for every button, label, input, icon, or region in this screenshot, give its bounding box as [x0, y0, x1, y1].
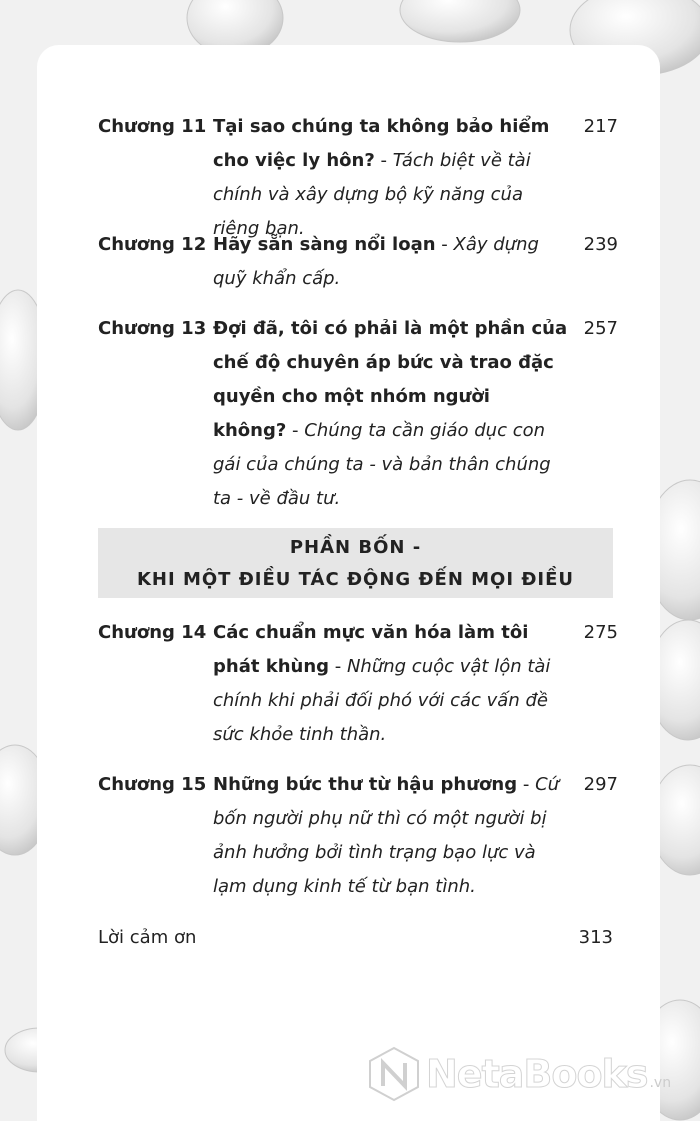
part-heading	[98, 528, 613, 598]
chapter-title: Đợi đã, tôi có phải là một phần của chế độ chuyên áp bức và trao đặc quyền cho một nhóm người không?	[213, 318, 568, 441]
chapter-label: Chương 14	[98, 622, 207, 643]
chapter-subtitle: Những cuộc vật lộn tài chính khi phải đối phó với các vấn đề sức khỏe tinh thần.	[213, 656, 551, 745]
watermark-brand: NetaBooks	[426, 1052, 648, 1096]
chapter-title: Tại sao chúng ta không bảo hiểm cho việc ly hôn?	[213, 116, 550, 171]
chapter-subtitle: Chúng ta cần giáo dục con gái của chúng ta - và bản thân chúng ta - về đầu tư.	[213, 420, 551, 509]
netabooks-logo-icon	[368, 1046, 420, 1102]
chapter-title: Những bức thư từ hậu phương	[213, 774, 518, 795]
entry-text: Tại sao chúng ta không bảo hiểm cho việc ly hôn? - Tách biệt về tài chính và xây dựng bộ kỹ năng của riêng bạn.	[213, 116, 550, 239]
entry-text: Các chuẩn mực văn hóa làm tôi phát khùng - Những cuộc vật lộn tài chính khi phải đối phó với các vấn đề sức khỏe tinh thần.	[213, 622, 551, 745]
chapter-label: Chương 12	[98, 234, 207, 255]
toc-entry-acknowledgements[interactable]	[98, 921, 613, 955]
part-heading-line1: PHẦN BỐN -	[289, 537, 422, 558]
chapter-subtitle: Cứ bốn người phụ nữ thì có một người bị ảnh hưởng bởi tình trạng bạo lực và lạm dụng kinh tế từ bạn tình.	[213, 774, 560, 897]
chapter-label: Chương 11	[98, 116, 207, 137]
entry-text: Những bức thư từ hậu phương - Cứ bốn người phụ nữ thì có một người bị ảnh hưởng bởi tình trạng bạo lực và lạm dụng kinh tế từ bạn tình.	[213, 774, 560, 897]
page-number: 275	[583, 622, 618, 643]
page-number: 257	[583, 318, 618, 339]
page-number: 217	[583, 116, 618, 137]
acknowledgements-label: Lời cảm ơn	[98, 927, 197, 948]
chapter-subtitle: Tách biệt về tài chính và xây dựng bộ kỹ năng của riêng bạn.	[213, 150, 531, 239]
entry-text: Hãy sẵn sàng nổi loạn - Xây dựng quỹ khẩn cấp.	[213, 234, 539, 289]
part-heading-line2: KHI MỘT ĐIỀU TÁC ĐỘNG ĐẾN MỌI ĐIỀU	[136, 569, 575, 590]
page-number: 313	[578, 927, 613, 948]
chapter-title: Hãy sẵn sàng nổi loạn	[213, 234, 436, 255]
chapter-title: Các chuẩn mực văn hóa làm tôi phát khùng	[213, 622, 529, 677]
page-number: 297	[583, 774, 618, 795]
watermark	[368, 1046, 671, 1102]
chapter-label: Chương 15	[98, 774, 207, 795]
entry-text: Đợi đã, tôi có phải là một phần của chế độ chuyên áp bức và trao đặc quyền cho một nhóm người không? - Chúng ta cần giáo dục con gái của chúng ta - và bản thân chúng ta - về đầu tư.	[213, 318, 568, 509]
chapter-subtitle: Xây dựng quỹ khẩn cấp.	[213, 234, 539, 289]
watermark-suffix: .vn	[649, 1075, 672, 1091]
page-number: 239	[583, 234, 618, 255]
chapter-label: Chương 13	[98, 318, 207, 339]
